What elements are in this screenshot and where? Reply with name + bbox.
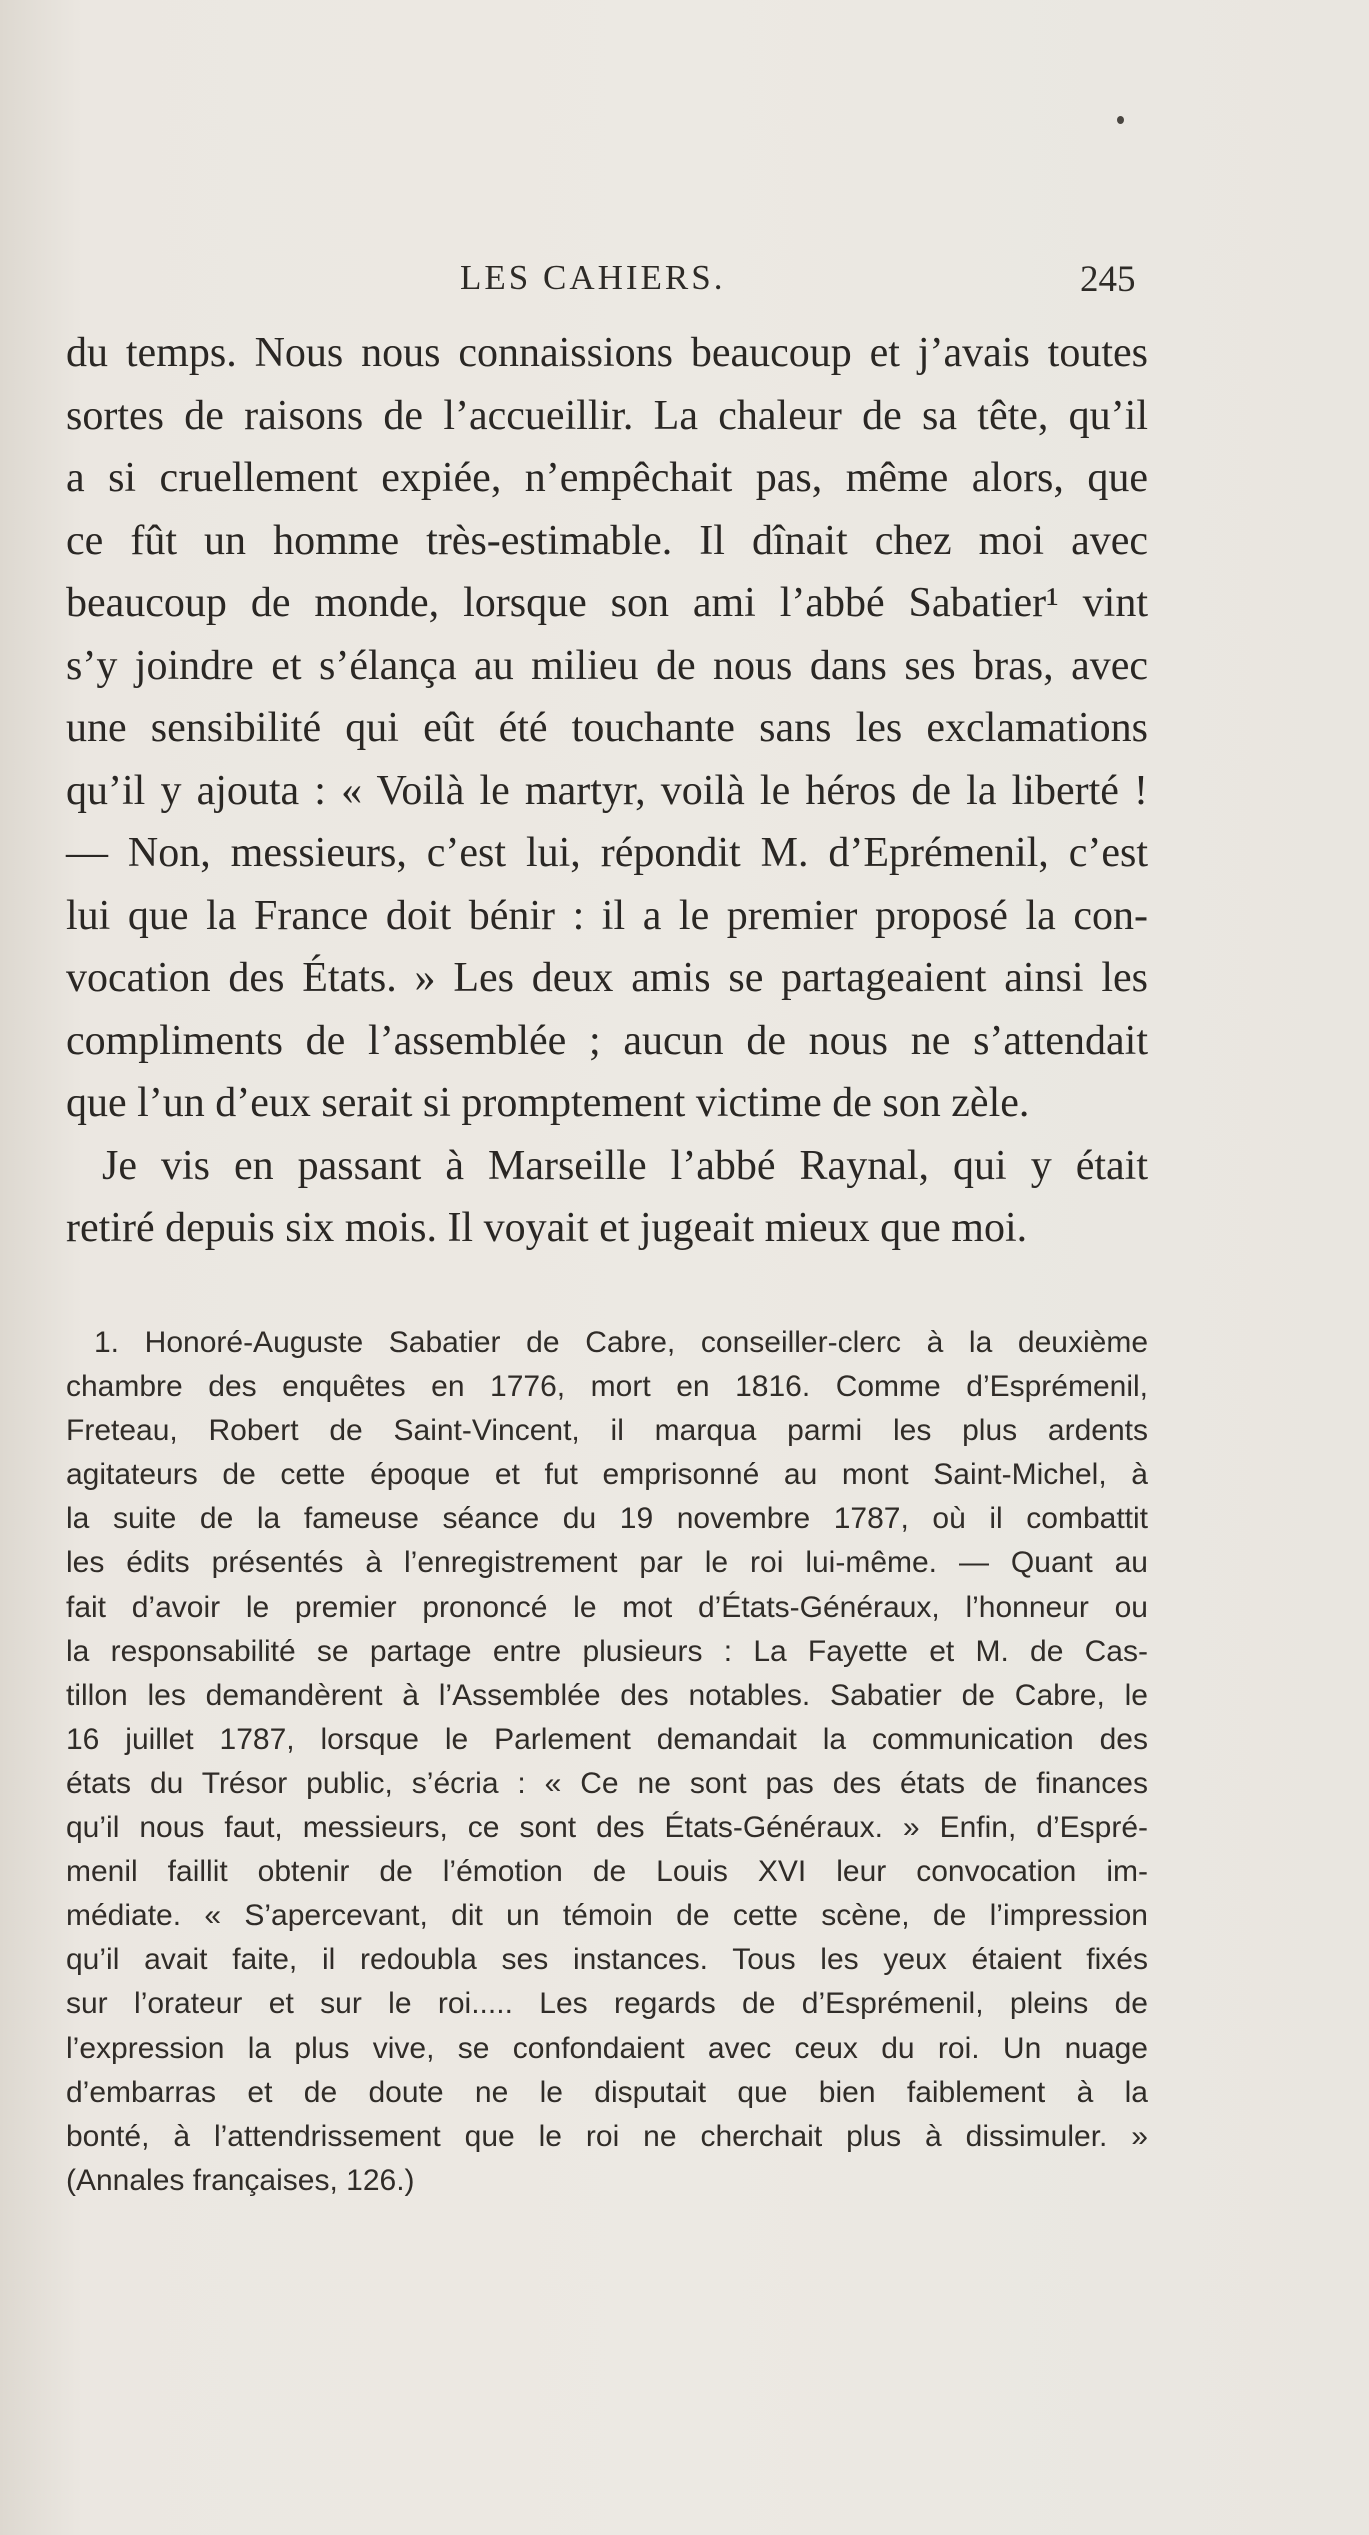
text-line: que l’un d’eux serait si promptement victime de son zèle. bbox=[66, 1080, 1030, 1126]
text-line: Je vis en passant à Marseille l’abbé Raynal, qui y était bbox=[102, 1142, 1148, 1189]
footnote-line: 16 juillet 1787, lorsque le Parlement demandait la communication des bbox=[66, 1722, 1148, 1756]
text-line: compliments de l’assemblée ; aucun de nous ne s’attendait bbox=[66, 1017, 1148, 1064]
footnote-line: chambre des enquêtes en 1776, mort en 1816. Comme d’Esprémenil, bbox=[66, 1370, 1148, 1404]
footnote-line: médiate. « S’apercevant, dit un témoin de cette scène, de l’impression bbox=[66, 1899, 1148, 1933]
text-line: retiré depuis six mois. Il voyait et jugeait mieux que moi. bbox=[66, 1205, 1028, 1251]
footnote-line: d’embarras et de doute ne le disputait que bien faiblement à la bbox=[66, 2075, 1148, 2109]
footnote-line: l’expression la plus vive, se confondaient avec ceux du roi. Un nuage bbox=[66, 2031, 1148, 2065]
footnote-line: agitateurs de cette époque et fut emprisonné au mont Saint-Michel, à bbox=[66, 1458, 1148, 1492]
text-line: du temps. Nous nous connaissions beaucoup et j’avais toutes bbox=[66, 330, 1148, 376]
text-line: s’y joindre et s’élança au milieu de nous dans ses bras, avec bbox=[66, 642, 1148, 689]
text-line: — Non, messieurs, c’est lui, répondit M. d’Eprémenil, c’est bbox=[66, 830, 1148, 876]
text-line: a si cruellement expiée, n’empêchait pas, même alors, que bbox=[66, 455, 1148, 501]
footnote-line: (Annales françaises, 126.) bbox=[66, 2163, 415, 2197]
text-line: sortes de raisons de l’accueillir. La chaleur de sa tête, qu’il bbox=[66, 392, 1148, 439]
footnote-line: Freteau, Robert de Saint-Vincent, il marqua parmi les plus ardents bbox=[66, 1414, 1148, 1448]
footnote-line: états du Trésor public, s’écria : « Ce ne sont pas des états de finances bbox=[66, 1766, 1148, 1800]
footnote-line: bonté, à l’attendrissement que le roi ne cherchait plus à dissimuler. » bbox=[66, 2119, 1148, 2153]
footnote-line: la suite de la fameuse séance du 19 novembre 1787, où il combattit bbox=[66, 1502, 1148, 1536]
text-line: lui que la France doit bénir : il a le premier proposé la con- bbox=[66, 892, 1148, 939]
text-line: qu’il y ajouta : « Voilà le martyr, voilà le héros de la liberté ! bbox=[66, 767, 1148, 814]
text-line: ce fût un homme très-estimable. Il dînait chez moi avec bbox=[66, 517, 1148, 564]
footnote-line: menil faillit obtenir de l’émotion de Louis XVI leur convocation im- bbox=[66, 1855, 1148, 1889]
text-line: une sensibilité qui eût été touchante sans les exclamations bbox=[66, 705, 1148, 751]
text-line: beaucoup de monde, lorsque son ami l’abbé Sabatier¹ vint bbox=[66, 580, 1148, 626]
footnote-line: 1. Honoré-Auguste Sabatier de Cabre, conseiller-clerc à la deuxième bbox=[94, 1326, 1148, 1359]
main-text bbox=[66, 322, 1148, 1260]
footnote-line: les édits présentés à l’enregistrement par le roi lui-même. — Quant au bbox=[66, 1546, 1148, 1580]
footnote-line: qu’il nous faut, messieurs, ce sont des États-Généraux. » Enfin, d’Espré- bbox=[66, 1811, 1148, 1845]
footnote-line: la responsabilité se partage entre plusieurs : La Fayette et M. de Cas- bbox=[66, 1634, 1148, 1668]
ink-speck bbox=[1117, 116, 1124, 124]
page-number: 245 bbox=[1080, 259, 1136, 300]
footnote-line: qu’il avait faite, il redoubla ses instances. Tous les yeux étaient fixés bbox=[66, 1943, 1148, 1977]
footnote-line: fait d’avoir le premier prononcé le mot d’États-Généraux, l’honneur ou bbox=[66, 1590, 1148, 1624]
text-line: vocation des États. » Les deux amis se partageaient ainsi les bbox=[66, 955, 1148, 1001]
footnote bbox=[66, 1321, 1148, 2203]
footnote-line: sur l’orateur et sur le roi..... Les regards de d’Esprémenil, pleins de bbox=[66, 1987, 1148, 2021]
footnote-line: tillon les demandèrent à l’Assemblée des notables. Sabatier de Cabre, le bbox=[66, 1678, 1148, 1712]
running-head: LES CAHIERS. bbox=[460, 258, 726, 297]
